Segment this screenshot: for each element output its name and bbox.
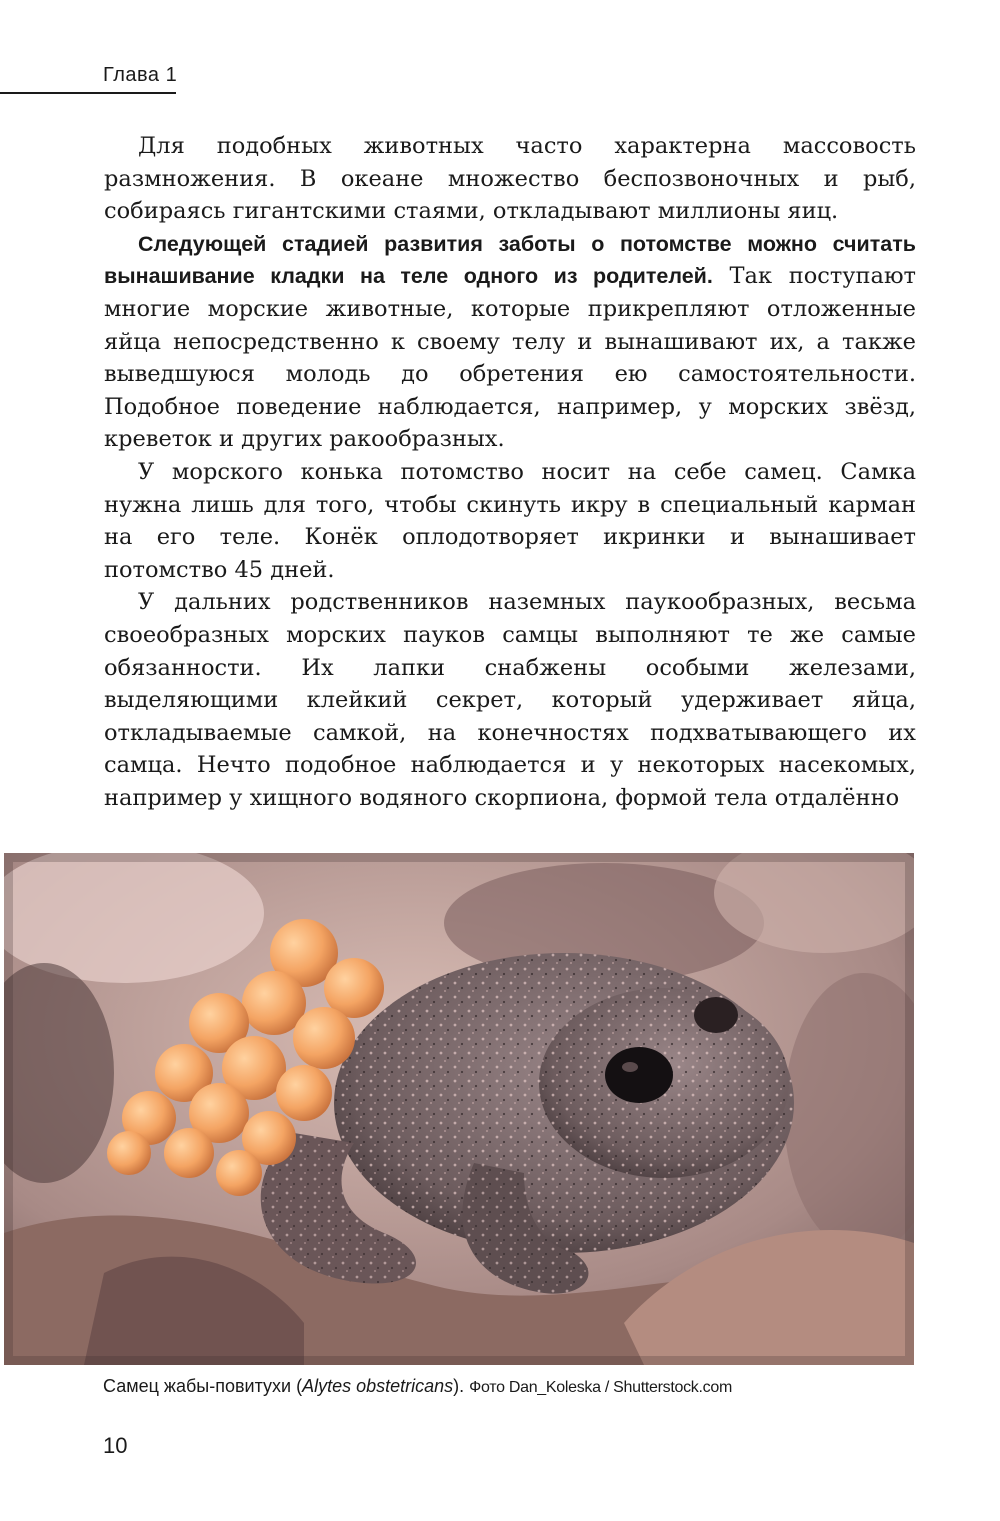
- running-head-chapter: Глава 1: [103, 64, 178, 86]
- paragraph-3-text: У морского конька потомство носит на себе самец. Самка нужна лишь для того, чтобы скинуть икру в специальный карман на его теле. Конёк оплодотворяет икринки и вынашивает потомство 45 дней.: [104, 458, 916, 583]
- paragraph-2-bold-lead: Следующей стадией развития заботы о потомстве можно считать вынашивание кладки на теле одного из родителей.: [104, 231, 916, 289]
- photo-midwife-toad: [4, 853, 914, 1365]
- caption-suffix: ).: [453, 1376, 470, 1396]
- caption-latin-name: Alytes obstetricans: [302, 1376, 454, 1396]
- body-text: [104, 130, 916, 814]
- paragraph-2-text: Так поступают многие морские животные, которые прикрепляют отложенные яйца непосредственно к своему телу и вынашивают их, а также выведшуюся молодь до обретения ею самостоятельности. Подобное поведение наблюдается, например, у морских звёзд, креветок и других ракообразных.: [104, 263, 916, 453]
- caption-photo-credit: Фото Dan_Koleska / Shutterstock.com: [469, 1379, 732, 1396]
- photo-illustration: [4, 853, 914, 1365]
- paragraph-4: [104, 586, 916, 814]
- paragraph-2: [104, 228, 916, 456]
- paragraph-3: [104, 456, 916, 586]
- caption-prefix: Самец жабы-повитухи (: [103, 1376, 303, 1396]
- paragraph-1-text: Для подобных животных часто характерна массовость размножения. В океане множество беспозвоночных и рыб, собираясь гигантскими стаями, откладывают миллионы яиц.: [104, 133, 916, 225]
- figure-caption: [103, 1376, 923, 1397]
- header-rule: [0, 92, 176, 94]
- page-number: 10: [103, 1433, 128, 1458]
- paragraph-4-text: У дальних родственников наземных паукообразных, весьма своеобразных морских пауков самцы выполняют те же самые обязанности. Их лапки снабжены особыми железами, выделяющими клейкий секрет, который удерживает яйца, откладываемые самкой, на конечностях подхватывающего их самца. Нечто подобное наблюдается и у некоторых насекомых, например у хищного водяного скорпиона, формой тела отдалённо: [104, 589, 916, 811]
- paragraph-1: [104, 130, 916, 228]
